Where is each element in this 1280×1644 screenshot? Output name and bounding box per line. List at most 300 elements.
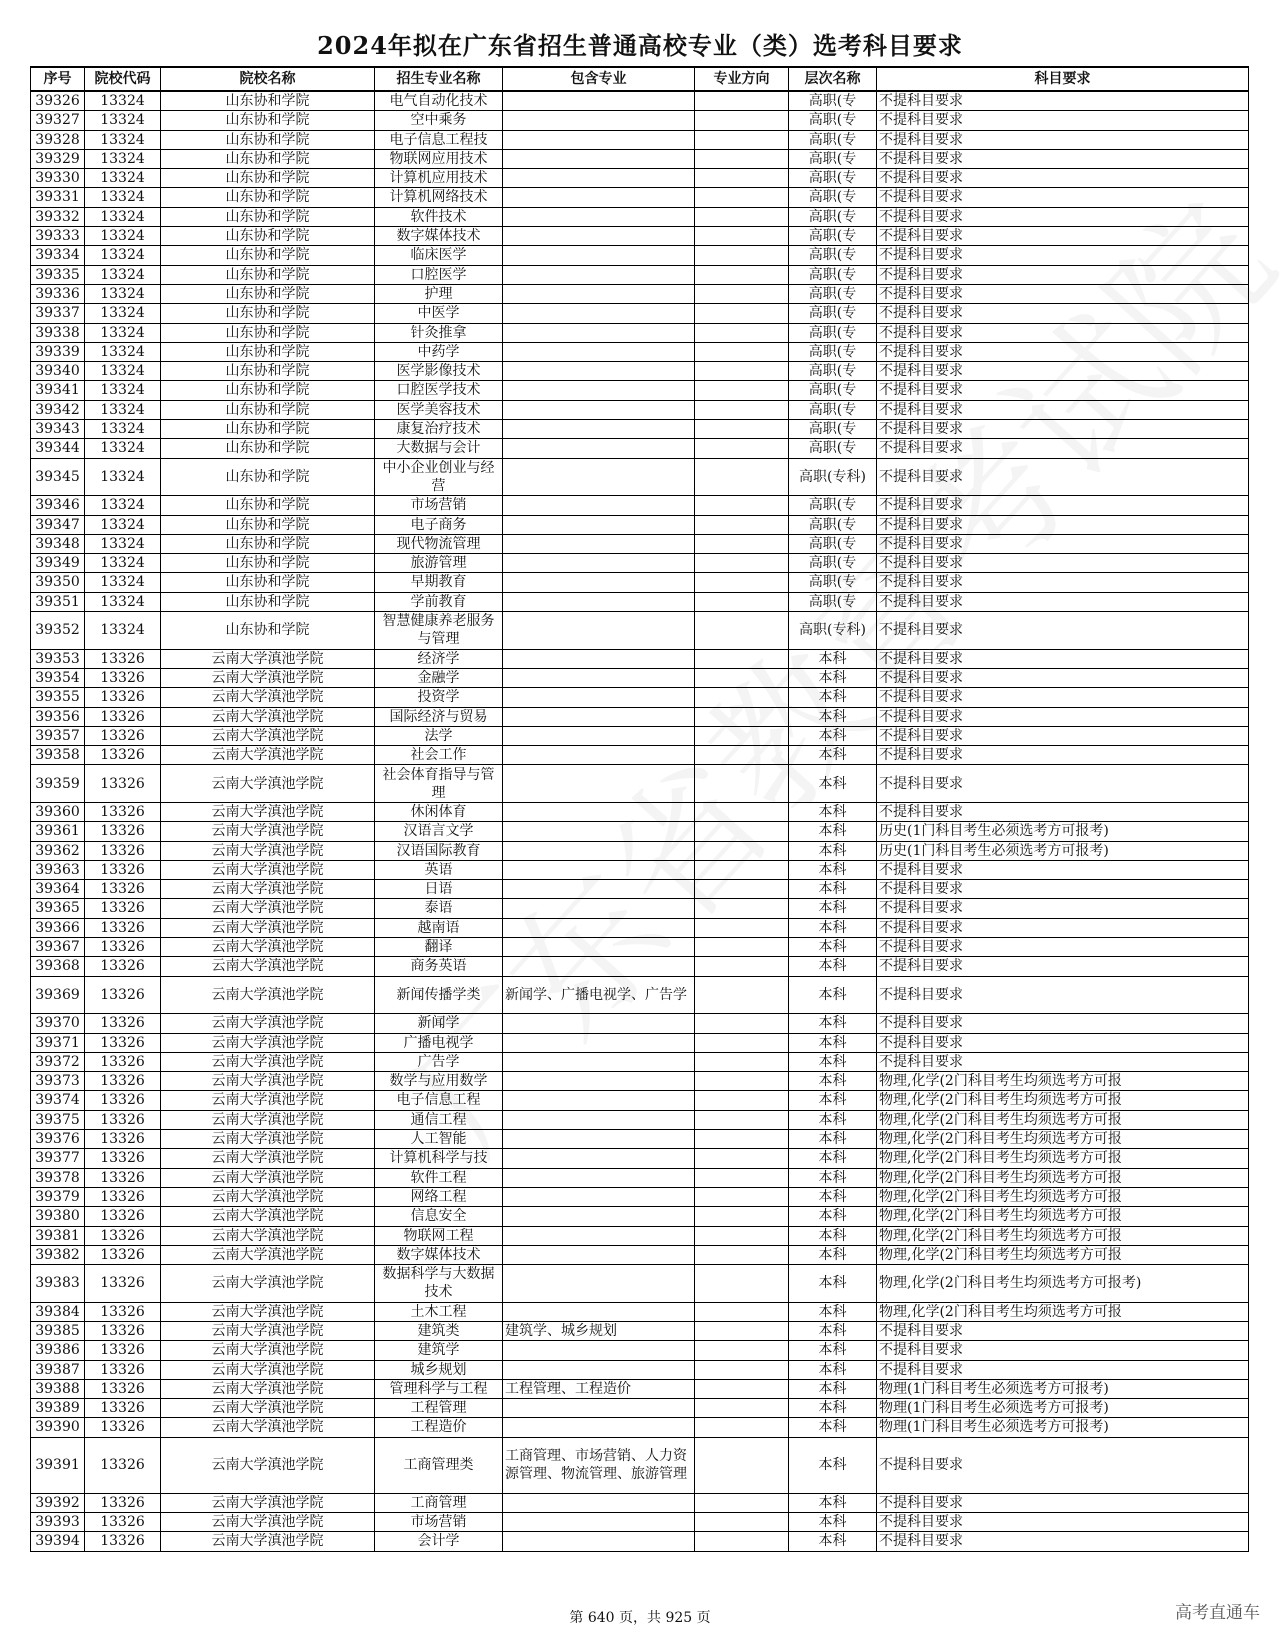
table-row: [31, 246, 1249, 265]
cell-subject-requirement: 不提科目要求: [877, 918, 1249, 937]
cell-included-majors: [503, 765, 695, 803]
cell-included-majors: [503, 207, 695, 226]
cell-seq: 39334: [31, 246, 85, 265]
cell-school-name: 山东协和学院: [161, 592, 375, 611]
cell-subject-requirement: 不提科目要求: [877, 976, 1249, 1014]
table-row: [31, 918, 1249, 937]
cell-school-name: 云南大学滇池学院: [161, 688, 375, 707]
table-row: [31, 130, 1249, 149]
cell-included-majors: [503, 496, 695, 515]
cell-major-name: 电子信息工程: [375, 1091, 503, 1110]
cell-level: 本科: [789, 880, 877, 899]
cell-school-name: 云南大学滇池学院: [161, 1033, 375, 1052]
cell-direction: [695, 976, 789, 1014]
cell-seq: 39384: [31, 1302, 85, 1321]
cell-school-name: 山东协和学院: [161, 304, 375, 323]
cell-subject-requirement: 物理,化学(2门科目考生均须选考方可报: [877, 1226, 1249, 1245]
cell-direction: [695, 1207, 789, 1226]
cell-seq: 39347: [31, 515, 85, 534]
cell-included-majors: [503, 1341, 695, 1360]
cell-major-name: 软件工程: [375, 1168, 503, 1187]
cell-subject-requirement: 不提科目要求: [877, 1322, 1249, 1341]
cell-school-code: 13326: [85, 746, 161, 765]
cell-seq: 39383: [31, 1265, 85, 1303]
cell-major-name: 计算机应用技术: [375, 169, 503, 188]
cell-major-name: 医学美容技术: [375, 400, 503, 419]
table-row: [31, 1033, 1249, 1052]
cell-school-name: 云南大学滇池学院: [161, 1493, 375, 1512]
cell-school-name: 云南大学滇池学院: [161, 841, 375, 860]
cell-level: 高职(专: [789, 342, 877, 361]
cell-level: 本科: [789, 1052, 877, 1071]
cell-major-name: 工商管理: [375, 1493, 503, 1512]
cell-school-code: 13324: [85, 612, 161, 650]
cell-direction: [695, 439, 789, 458]
cell-subject-requirement: 不提科目要求: [877, 400, 1249, 419]
cell-level: 本科: [789, 1302, 877, 1321]
cell-major-name: 日语: [375, 880, 503, 899]
cell-seq: 39349: [31, 554, 85, 573]
cell-direction: [695, 1302, 789, 1321]
cell-seq: 39342: [31, 400, 85, 419]
cell-seq: 39370: [31, 1014, 85, 1033]
header-cell: 层次名称: [789, 67, 877, 91]
cell-included-majors: [503, 1033, 695, 1052]
cell-subject-requirement: 不提科目要求: [877, 246, 1249, 265]
cell-included-majors: [503, 957, 695, 976]
cell-included-majors: [503, 1052, 695, 1071]
cell-major-name: 国际经济与贸易: [375, 707, 503, 726]
cell-direction: [695, 612, 789, 650]
cell-school-code: 13326: [85, 1437, 161, 1493]
cell-included-majors: [503, 1091, 695, 1110]
cell-school-code: 13326: [85, 1418, 161, 1437]
table-row: [31, 765, 1249, 803]
cell-school-code: 13326: [85, 726, 161, 745]
cell-subject-requirement: 不提科目要求: [877, 668, 1249, 687]
table-row: [31, 1072, 1249, 1091]
cell-school-code: 13326: [85, 1168, 161, 1187]
table-row: [31, 880, 1249, 899]
cell-included-majors: [503, 1265, 695, 1303]
cell-included-majors: [503, 323, 695, 342]
cell-included-majors: [503, 111, 695, 130]
cell-school-code: 13326: [85, 649, 161, 668]
cell-school-code: 13326: [85, 765, 161, 803]
cell-level: 本科: [789, 1149, 877, 1168]
header-cell: 招生专业名称: [375, 67, 503, 91]
cell-seq: 39363: [31, 860, 85, 879]
cell-seq: 39391: [31, 1437, 85, 1493]
table-row: [31, 1187, 1249, 1206]
cell-school-code: 13324: [85, 381, 161, 400]
cell-direction: [695, 1245, 789, 1264]
cell-school-code: 13324: [85, 169, 161, 188]
cell-school-name: 云南大学滇池学院: [161, 1437, 375, 1493]
cell-included-majors: 工程管理、工程造价: [503, 1379, 695, 1398]
cell-school-code: 13324: [85, 592, 161, 611]
cell-direction: [695, 515, 789, 534]
cell-major-name: 护理: [375, 284, 503, 303]
cell-seq: 39392: [31, 1493, 85, 1512]
cell-school-name: 云南大学滇池学院: [161, 918, 375, 937]
cell-included-majors: [503, 573, 695, 592]
cell-included-majors: [503, 149, 695, 168]
cell-seq: 39362: [31, 841, 85, 860]
cell-level: 高职(专: [789, 207, 877, 226]
cell-included-majors: [503, 1226, 695, 1245]
cell-subject-requirement: 不提科目要求: [877, 130, 1249, 149]
cell-level: 高职(专: [789, 534, 877, 553]
cell-direction: [695, 169, 789, 188]
cell-direction: [695, 91, 789, 111]
cell-school-code: 13324: [85, 458, 161, 496]
cell-subject-requirement: 不提科目要求: [877, 707, 1249, 726]
cell-major-name: 大数据与会计: [375, 439, 503, 458]
table-row: [31, 688, 1249, 707]
cell-seq: 39376: [31, 1130, 85, 1149]
cell-major-name: 投资学: [375, 688, 503, 707]
cell-major-name: 经济学: [375, 649, 503, 668]
cell-major-name: 法学: [375, 726, 503, 745]
cell-major-name: 市场营销: [375, 496, 503, 515]
cell-major-name: 临床医学: [375, 246, 503, 265]
cell-included-majors: [503, 381, 695, 400]
table-row: [31, 592, 1249, 611]
cell-level: 高职(专: [789, 554, 877, 573]
cell-included-majors: [503, 169, 695, 188]
cell-school-name: 云南大学滇池学院: [161, 1091, 375, 1110]
cell-direction: [695, 304, 789, 323]
cell-school-name: 山东协和学院: [161, 400, 375, 419]
cell-level: 本科: [789, 1014, 877, 1033]
cell-level: 本科: [789, 765, 877, 803]
cell-direction: [695, 246, 789, 265]
cell-level: 高职(专: [789, 169, 877, 188]
cell-level: 本科: [789, 1091, 877, 1110]
cell-major-name: 工程管理: [375, 1399, 503, 1418]
cell-subject-requirement: 不提科目要求: [877, 342, 1249, 361]
cell-seq: 39356: [31, 707, 85, 726]
cell-school-name: 山东协和学院: [161, 246, 375, 265]
cell-level: 本科: [789, 976, 877, 1014]
cell-direction: [695, 1014, 789, 1033]
header-cell: 院校名称: [161, 67, 375, 91]
cell-school-code: 13324: [85, 554, 161, 573]
cell-school-code: 13326: [85, 1302, 161, 1321]
table-row: [31, 1399, 1249, 1418]
cell-seq: 39368: [31, 957, 85, 976]
table-row: [31, 726, 1249, 745]
cell-subject-requirement: 历史(1门科目考生必须选考方可报考): [877, 841, 1249, 860]
cell-direction: [695, 1072, 789, 1091]
cell-level: 本科: [789, 1513, 877, 1532]
cell-seq: 39332: [31, 207, 85, 226]
cell-direction: [695, 1226, 789, 1245]
cell-major-name: 翻译: [375, 938, 503, 957]
table-row: [31, 1052, 1249, 1071]
cell-major-name: 金融学: [375, 668, 503, 687]
cell-seq: 39388: [31, 1379, 85, 1398]
cell-school-code: 13324: [85, 111, 161, 130]
cell-direction: [695, 746, 789, 765]
cell-direction: [695, 1437, 789, 1493]
cell-school-code: 13326: [85, 1014, 161, 1033]
cell-level: 本科: [789, 841, 877, 860]
cell-seq: 39367: [31, 938, 85, 957]
cell-subject-requirement: 不提科目要求: [877, 899, 1249, 918]
cell-subject-requirement: 不提科目要求: [877, 957, 1249, 976]
cell-school-name: 云南大学滇池学院: [161, 1399, 375, 1418]
header-cell: 专业方向: [695, 67, 789, 91]
cell-school-name: 山东协和学院: [161, 149, 375, 168]
cell-school-name: 云南大学滇池学院: [161, 1072, 375, 1091]
cell-included-majors: [503, 1360, 695, 1379]
cell-subject-requirement: 不提科目要求: [877, 1437, 1249, 1493]
cell-seq: 39361: [31, 822, 85, 841]
cell-included-majors: [503, 439, 695, 458]
cell-school-code: 13326: [85, 1130, 161, 1149]
cell-seq: 39373: [31, 1072, 85, 1091]
cell-major-name: 电气自动化技术: [375, 91, 503, 111]
cell-seq: 39331: [31, 188, 85, 207]
cell-school-name: 山东协和学院: [161, 111, 375, 130]
cell-seq: 39354: [31, 668, 85, 687]
cell-level: 本科: [789, 1130, 877, 1149]
cell-major-name: 康复治疗技术: [375, 420, 503, 439]
cell-subject-requirement: 不提科目要求: [877, 1014, 1249, 1033]
cell-direction: [695, 1399, 789, 1418]
cell-included-majors: 工商管理、市场营销、人力资源管理、物流管理、旅游管理: [503, 1437, 695, 1493]
cell-school-name: 山东协和学院: [161, 612, 375, 650]
cell-subject-requirement: 不提科目要求: [877, 458, 1249, 496]
cell-major-name: 社会体育指导与管理: [375, 765, 503, 803]
cell-subject-requirement: 不提科目要求: [877, 304, 1249, 323]
cell-subject-requirement: 物理,化学(2门科目考生均须选考方可报: [877, 1072, 1249, 1091]
cell-seq: 39377: [31, 1149, 85, 1168]
cell-seq: 39375: [31, 1110, 85, 1129]
cell-major-name: 土木工程: [375, 1302, 503, 1321]
cell-major-name: 物联网工程: [375, 1226, 503, 1245]
table-row: [31, 1226, 1249, 1245]
cell-direction: [695, 381, 789, 400]
cell-school-name: 云南大学滇池学院: [161, 938, 375, 957]
cell-direction: [695, 1493, 789, 1512]
cell-seq: 39393: [31, 1513, 85, 1532]
cell-school-name: 山东协和学院: [161, 342, 375, 361]
cell-seq: 39327: [31, 111, 85, 130]
cell-included-majors: [503, 688, 695, 707]
cell-seq: 39394: [31, 1532, 85, 1551]
cell-school-name: 云南大学滇池学院: [161, 1052, 375, 1071]
cell-direction: [695, 1110, 789, 1129]
cell-direction: [695, 1052, 789, 1071]
cell-seq: 39337: [31, 304, 85, 323]
cell-seq: 39341: [31, 381, 85, 400]
cell-included-majors: [503, 458, 695, 496]
cell-subject-requirement: 不提科目要求: [877, 938, 1249, 957]
cell-included-majors: [503, 1532, 695, 1551]
table-row: [31, 227, 1249, 246]
table-body: [31, 91, 1249, 1551]
cell-school-code: 13326: [85, 1265, 161, 1303]
cell-major-name: 中小企业创业与经营: [375, 458, 503, 496]
cell-school-code: 13326: [85, 1052, 161, 1071]
cell-included-majors: [503, 1149, 695, 1168]
cell-school-code: 13326: [85, 707, 161, 726]
cell-school-name: 山东协和学院: [161, 420, 375, 439]
table-row: [31, 841, 1249, 860]
cell-included-majors: [503, 1072, 695, 1091]
cell-included-majors: [503, 342, 695, 361]
cell-major-name: 早期教育: [375, 573, 503, 592]
cell-major-name: 工程造价: [375, 1418, 503, 1437]
cell-direction: [695, 284, 789, 303]
cell-school-name: 云南大学滇池学院: [161, 1302, 375, 1321]
cell-school-code: 13324: [85, 534, 161, 553]
cell-seq: 39385: [31, 1322, 85, 1341]
cell-school-name: 云南大学滇池学院: [161, 1379, 375, 1398]
cell-seq: 39379: [31, 1187, 85, 1206]
cell-included-majors: [503, 1110, 695, 1129]
cell-school-name: 山东协和学院: [161, 534, 375, 553]
cell-school-code: 13326: [85, 1033, 161, 1052]
cell-level: 本科: [789, 1399, 877, 1418]
table-row: [31, 188, 1249, 207]
cell-school-code: 13326: [85, 880, 161, 899]
cell-major-name: 建筑学: [375, 1341, 503, 1360]
cell-subject-requirement: 物理(1门科目考生必须选考方可报考): [877, 1399, 1249, 1418]
cell-level: 本科: [789, 688, 877, 707]
table-row: [31, 1379, 1249, 1398]
cell-school-code: 13326: [85, 1149, 161, 1168]
cell-seq: 39378: [31, 1168, 85, 1187]
cell-direction: [695, 707, 789, 726]
cell-level: 高职(专: [789, 246, 877, 265]
cell-subject-requirement: 物理,化学(2门科目考生均须选考方可报: [877, 1130, 1249, 1149]
cell-direction: [695, 957, 789, 976]
cell-subject-requirement: 不提科目要求: [877, 880, 1249, 899]
cell-subject-requirement: 不提科目要求: [877, 515, 1249, 534]
cell-seq: 39374: [31, 1091, 85, 1110]
cell-school-code: 13324: [85, 91, 161, 111]
cell-school-code: 13324: [85, 420, 161, 439]
table-row: [31, 1532, 1249, 1551]
cell-major-name: 新闻传播学类: [375, 976, 503, 1014]
cell-school-name: 云南大学滇池学院: [161, 746, 375, 765]
cell-school-code: 13326: [85, 802, 161, 821]
cell-school-code: 13326: [85, 938, 161, 957]
cell-level: 本科: [789, 1493, 877, 1512]
cell-subject-requirement: 不提科目要求: [877, 1493, 1249, 1512]
cell-direction: [695, 765, 789, 803]
cell-level: 本科: [789, 1110, 877, 1129]
cell-school-name: 云南大学滇池学院: [161, 976, 375, 1014]
cell-seq: 39360: [31, 802, 85, 821]
table-row: [31, 420, 1249, 439]
cell-seq: 39326: [31, 91, 85, 111]
cell-direction: [695, 420, 789, 439]
cell-school-code: 13326: [85, 1341, 161, 1360]
cell-subject-requirement: 不提科目要求: [877, 1513, 1249, 1532]
cell-major-name: 电子信息工程技: [375, 130, 503, 149]
cell-major-name: 广告学: [375, 1052, 503, 1071]
table-row: [31, 668, 1249, 687]
cell-level: 本科: [789, 726, 877, 745]
cell-level: 本科: [789, 1072, 877, 1091]
cell-level: 本科: [789, 668, 877, 687]
cell-subject-requirement: 不提科目要求: [877, 265, 1249, 284]
cell-direction: [695, 841, 789, 860]
cell-school-name: 云南大学滇池学院: [161, 1110, 375, 1129]
cell-school-code: 13326: [85, 918, 161, 937]
cell-school-code: 13326: [85, 1532, 161, 1551]
cell-included-majors: [503, 554, 695, 573]
cell-included-majors: [503, 802, 695, 821]
cell-included-majors: [503, 860, 695, 879]
cell-school-name: 云南大学滇池学院: [161, 765, 375, 803]
cell-school-code: 13326: [85, 957, 161, 976]
cell-major-name: 人工智能: [375, 1130, 503, 1149]
table-row: [31, 534, 1249, 553]
cell-level: 高职(专: [789, 362, 877, 381]
cell-school-code: 13324: [85, 342, 161, 361]
cell-level: 本科: [789, 899, 877, 918]
cell-level: 高职(专: [789, 515, 877, 534]
cell-direction: [695, 227, 789, 246]
cell-subject-requirement: 不提科目要求: [877, 688, 1249, 707]
cell-major-name: 中药学: [375, 342, 503, 361]
cell-direction: [695, 1130, 789, 1149]
cell-seq: 39330: [31, 169, 85, 188]
cell-included-majors: [503, 1513, 695, 1532]
cell-subject-requirement: 物理,化学(2门科目考生均须选考方可报: [877, 1302, 1249, 1321]
cell-school-code: 13326: [85, 976, 161, 1014]
cell-seq: 39339: [31, 342, 85, 361]
cell-direction: [695, 1341, 789, 1360]
cell-school-name: 云南大学滇池学院: [161, 1341, 375, 1360]
cell-major-name: 汉语国际教育: [375, 841, 503, 860]
cell-level: 本科: [789, 802, 877, 821]
cell-subject-requirement: 不提科目要求: [877, 91, 1249, 111]
cell-direction: [695, 111, 789, 130]
cell-seq: 39359: [31, 765, 85, 803]
cell-school-name: 云南大学滇池学院: [161, 1187, 375, 1206]
cell-school-code: 13324: [85, 439, 161, 458]
cell-major-name: 软件技术: [375, 207, 503, 226]
cell-included-majors: [503, 304, 695, 323]
cell-seq: 39328: [31, 130, 85, 149]
cell-school-name: 山东协和学院: [161, 515, 375, 534]
cell-subject-requirement: 不提科目要求: [877, 649, 1249, 668]
cell-direction: [695, 688, 789, 707]
cell-major-name: 口腔医学: [375, 265, 503, 284]
cell-seq: 39357: [31, 726, 85, 745]
cell-subject-requirement: 不提科目要求: [877, 1052, 1249, 1071]
table-row: [31, 304, 1249, 323]
cell-school-code: 13324: [85, 400, 161, 419]
table-row: [31, 111, 1249, 130]
cell-direction: [695, 1513, 789, 1532]
table-row: [31, 91, 1249, 111]
cell-major-name: 现代物流管理: [375, 534, 503, 553]
cell-school-name: 云南大学滇池学院: [161, 1226, 375, 1245]
cell-seq: 39371: [31, 1033, 85, 1052]
table-row: [31, 554, 1249, 573]
cell-school-code: 13326: [85, 688, 161, 707]
cell-seq: 39355: [31, 688, 85, 707]
cell-major-name: 数字媒体技术: [375, 227, 503, 246]
